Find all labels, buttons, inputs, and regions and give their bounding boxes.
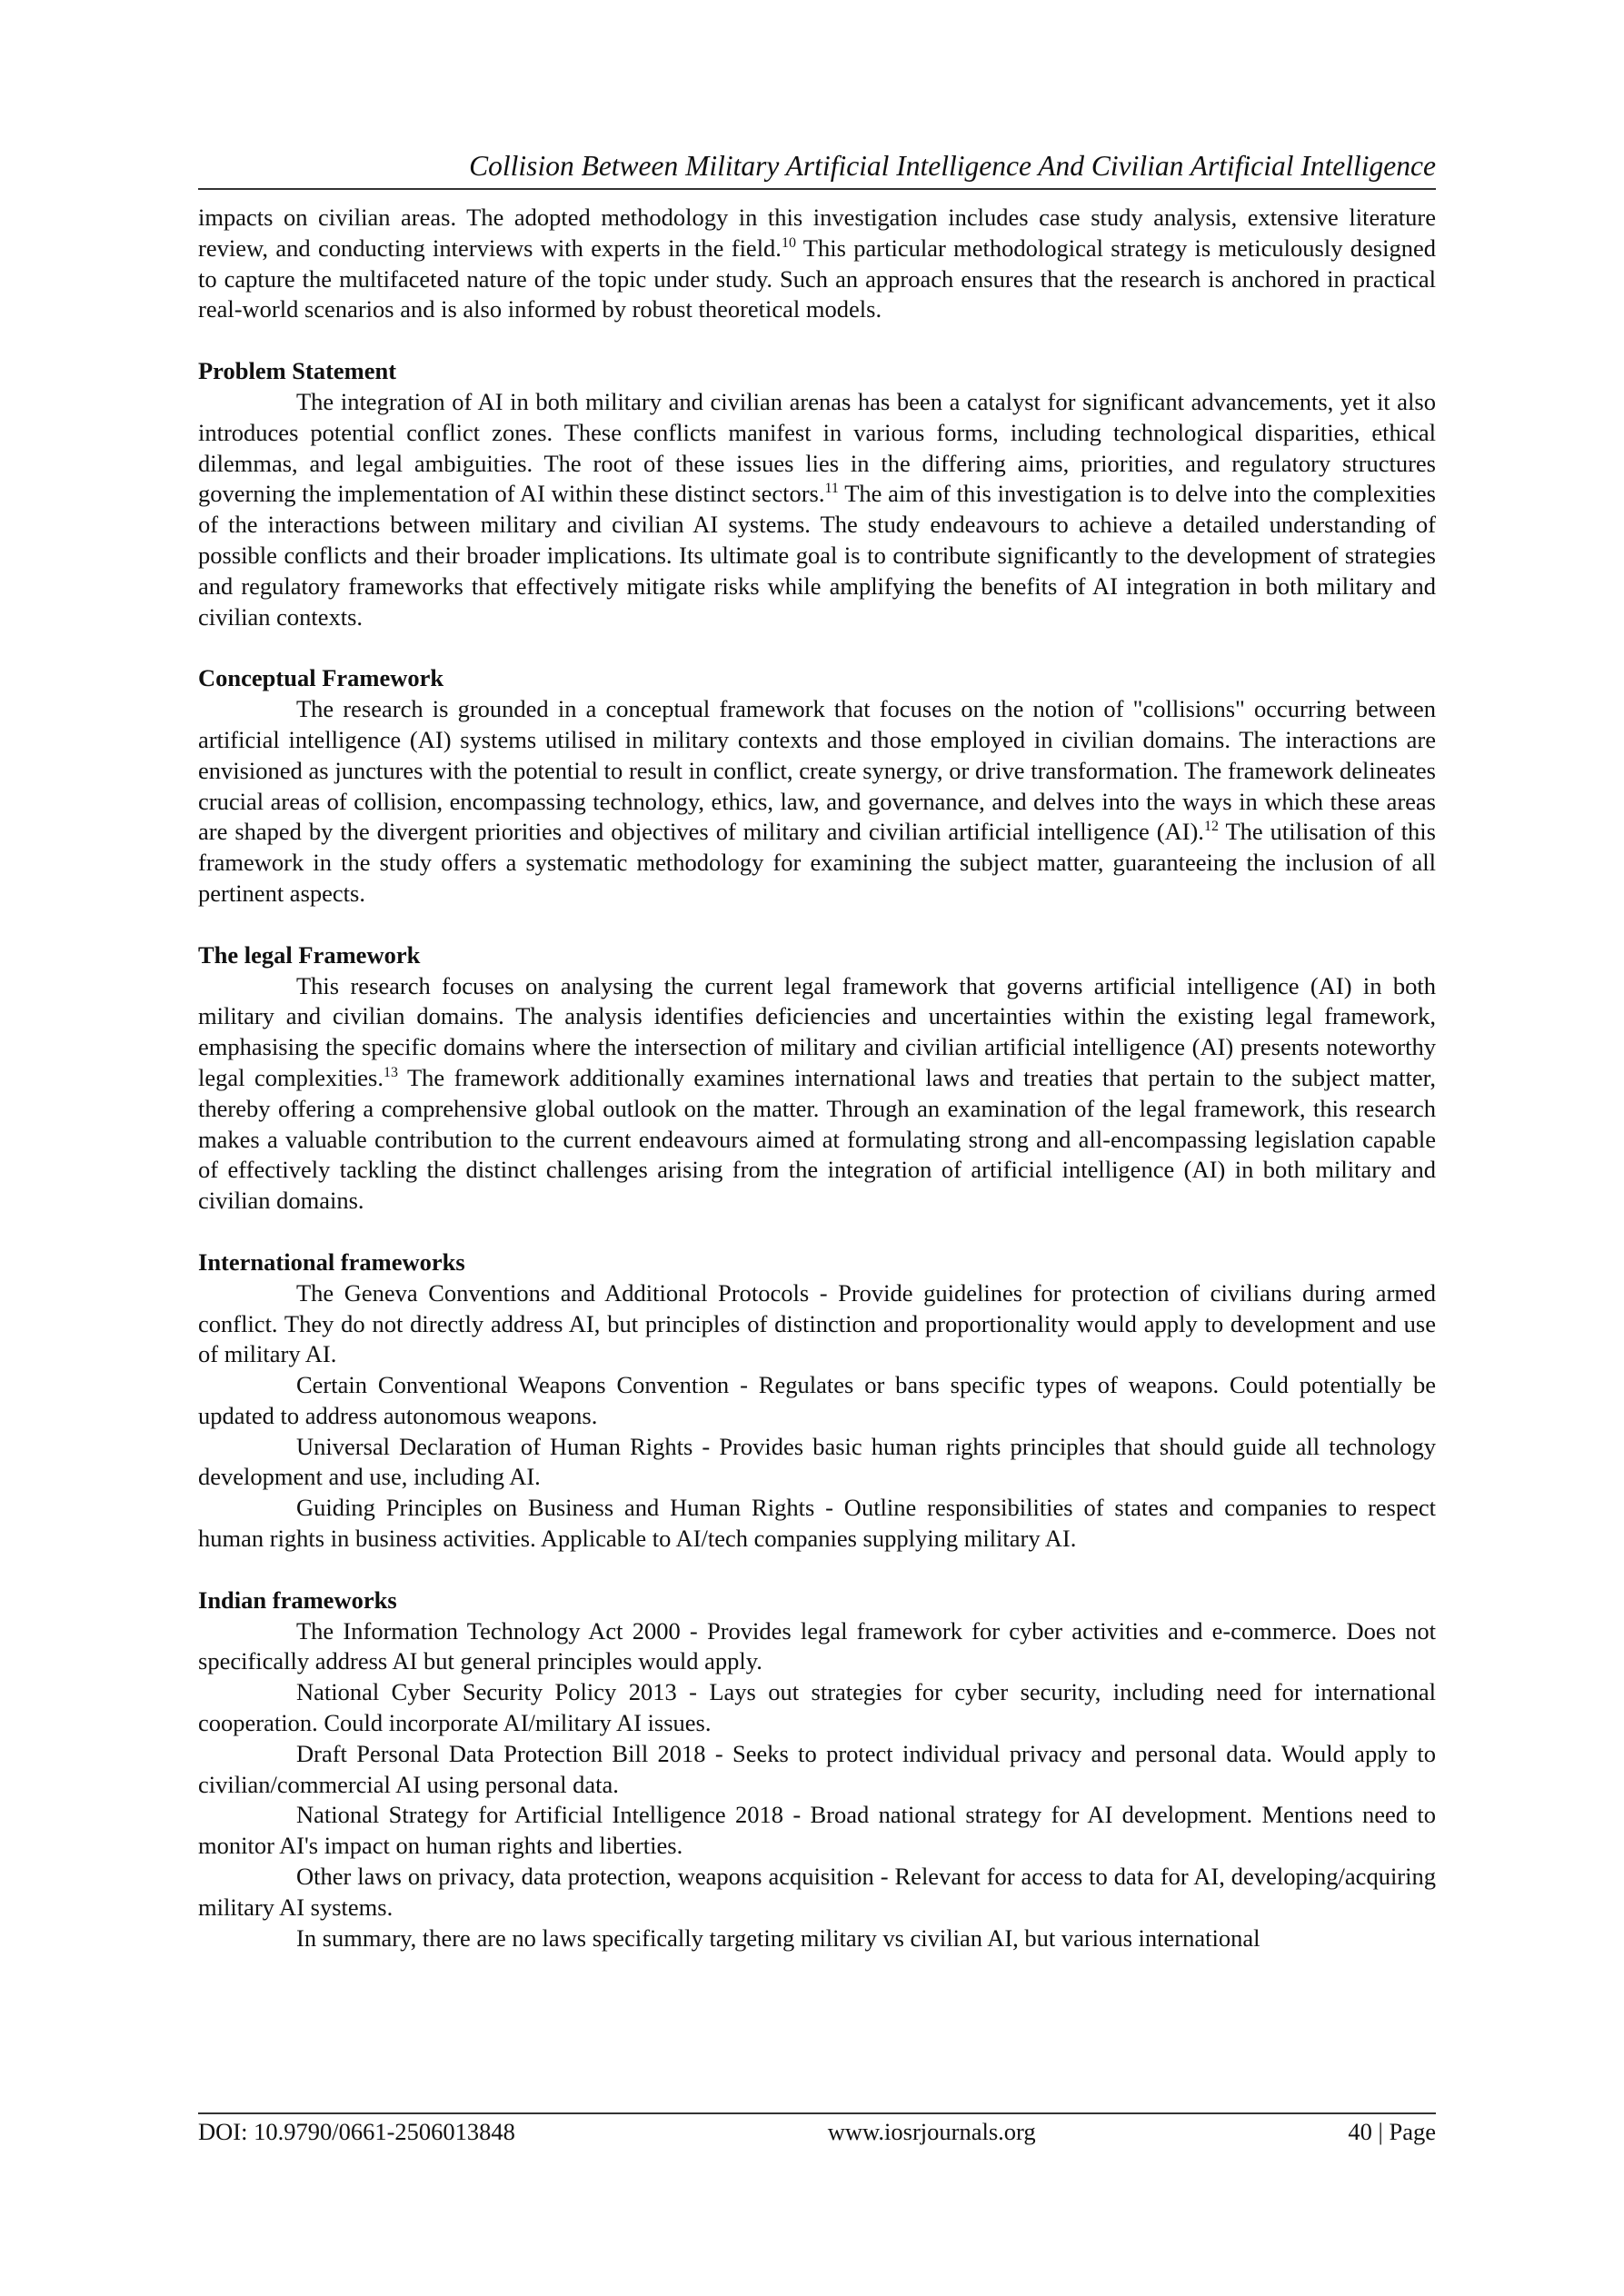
section-heading: Conceptual Framework [198, 664, 444, 692]
section-heading: Indian frameworks [198, 1585, 397, 1614]
framework-item: The Information Technology Act 2000 - Provides legal framework for cyber activities and e-commerce. Does not specifically address AI but general principles would apply. [198, 1616, 1436, 1675]
section-problem-statement [198, 356, 1436, 632]
footnote-ref[interactable]: 11 [824, 481, 839, 497]
framework-item: In summary, there are no laws specifically targeting military vs civilian AI, but various international [296, 1923, 1260, 1952]
paragraph-text: The framework additionally examines international laws and treaties that pertain to the subject matter, thereby offering a comprehensive global outlook on the matter. Through an examination of the legal framework, this research makes a valuable contribution to the current endeavours aimed at formulating strong and all-encompassing legislation capable of effectively tackling the distinct challenges arising from the integration of artificial intelligence (AI) in both military and civilian domains. [198, 1063, 1436, 1215]
footnote-ref[interactable]: 12 [1203, 819, 1219, 835]
paragraph-text: The integration of AI in both military and civilian arenas has been a catalyst for significant advancements, yet it also introduces potential conflict zones. These conflicts manifest in various forms, including technological disparities, ethical dilemmas, and legal ambiguities. The root of these issues lies in the differing aims, priorities, and regulatory structures governing the implementation of AI within these distinct sectors. [198, 387, 1436, 508]
framework-item: Draft Personal Data Protection Bill 2018 - Seeks to protect individual privacy and personal data. Would apply to civilian/commercial AI using personal data. [198, 1739, 1436, 1798]
section-conceptual-framework [198, 663, 1436, 909]
paragraph-text: This research focuses on analysing the current legal framework that governs artificial intelligence (AI) in both military and civilian domains. The analysis identifies deficiencies and uncertainties within the existing legal framework, emphasising the specific domains where the intersection of military and civilian artificial intelligence (AI) presents noteworthy legal complexities. [198, 971, 1436, 1091]
footer-page-number: 40 | Page [1348, 2118, 1436, 2145]
framework-item: Universal Declaration of Human Rights - Provides basic human rights principles that should guide all technology development and use, including AI. [198, 1432, 1436, 1491]
footnote-ref[interactable]: 10 [781, 234, 796, 251]
paragraph-text: The utilisation of this framework in the study offers a systematic methodology for examining the subject matter, guaranteeing the inclusion of all pertinent aspects. [198, 818, 1436, 907]
framework-item: Other laws on privacy, data protection, weapons acquisition - Relevant for access to data for AI, developing/acquiring military AI systems. [198, 1863, 1436, 1921]
section-paragraph [198, 387, 1436, 632]
paragraph-text: The research is grounded in a conceptual framework that focuses on the notion of "collisions" occurring between artificial intelligence (AI) systems utilised in military contexts and those employed in civilian domains. The interactions are envisioned as junctures with the potential to result in conflict, create synergy, or drive transformation. The framework delineates crucial areas of collision, encompassing technology, ethics, law, and governance, and delves into the ways in which these areas are shaped by the divergent priorities and objectives of military and civilian artificial intelligence (AI). [198, 695, 1436, 846]
section-paragraph [198, 694, 1436, 909]
framework-item: Guiding Principles on Business and Human Rights - Outline responsibilities of states and companies to respect human rights in business activities. Applicable to AI/tech companies supplying military AI. [198, 1494, 1436, 1553]
paragraph-text: The aim of this investigation is to delve into the complexities of the interactions between military and civilian AI systems. The study endeavours to achieve a detailed understanding of possible conflicts and their broader implications. Its ultimate goal is to contribute significantly to the development of strategies and regulatory frameworks that effectively mitigate risks while amplifying the benefits of AI integration in both military and civilian contexts. [198, 480, 1436, 631]
section-indian-frameworks [198, 1585, 1436, 1954]
footer-website[interactable]: www.iosrjournals.org [827, 2118, 1036, 2145]
section-heading: International frameworks [198, 1247, 465, 1276]
framework-item: National Strategy for Artificial Intelligence 2018 - Broad national strategy for AI development. Mentions need to monitor AI's impact on human rights and liberties. [198, 1801, 1436, 1860]
intro-paragraph [198, 203, 1436, 325]
section-heading: The legal Framework [198, 940, 421, 969]
section-international-frameworks [198, 1247, 1436, 1555]
section-paragraph [198, 971, 1436, 1217]
intro-text-a: impacts on civilian areas. The adopted methodology in this investigation includes case study analysis, extensive literature review, and conducting interviews with experts in the field. [198, 204, 1436, 262]
footer-doi: DOI: 10.9790/0661-2506013848 [198, 2118, 515, 2145]
running-head: Collision Between Military Artificial Intelligence And Civilian Artificial Intelligence [198, 150, 1436, 190]
page-footer [198, 2112, 1436, 2146]
framework-item: National Cyber Security Policy 2013 - Lays out strategies for cyber security, including need for international cooperation. Could incorporate AI/military AI issues. [198, 1678, 1436, 1737]
framework-item: The Geneva Conventions and Additional Protocols - Provide guidelines for protection of civilians during armed conflict. They do not directly address AI, but principles of distinction and proportionality would apply to development and use of military AI. [198, 1278, 1436, 1368]
intro-text-b: This particular methodological strategy is meticulously designed to capture the multifaceted nature of the topic under study. Such an approach ensures that the research is anchored in practical real-world scenarios and is also informed by robust theoretical models. [198, 234, 1436, 323]
section-legal-framework [198, 940, 1436, 1217]
section-heading: Problem Statement [198, 357, 397, 385]
framework-item: Certain Conventional Weapons Convention - Regulates or bans specific types of weapons. Could potentially be updated to address autonomous weapons. [198, 1371, 1436, 1429]
page-body [198, 150, 1436, 1953]
footnote-ref[interactable]: 13 [384, 1064, 398, 1080]
